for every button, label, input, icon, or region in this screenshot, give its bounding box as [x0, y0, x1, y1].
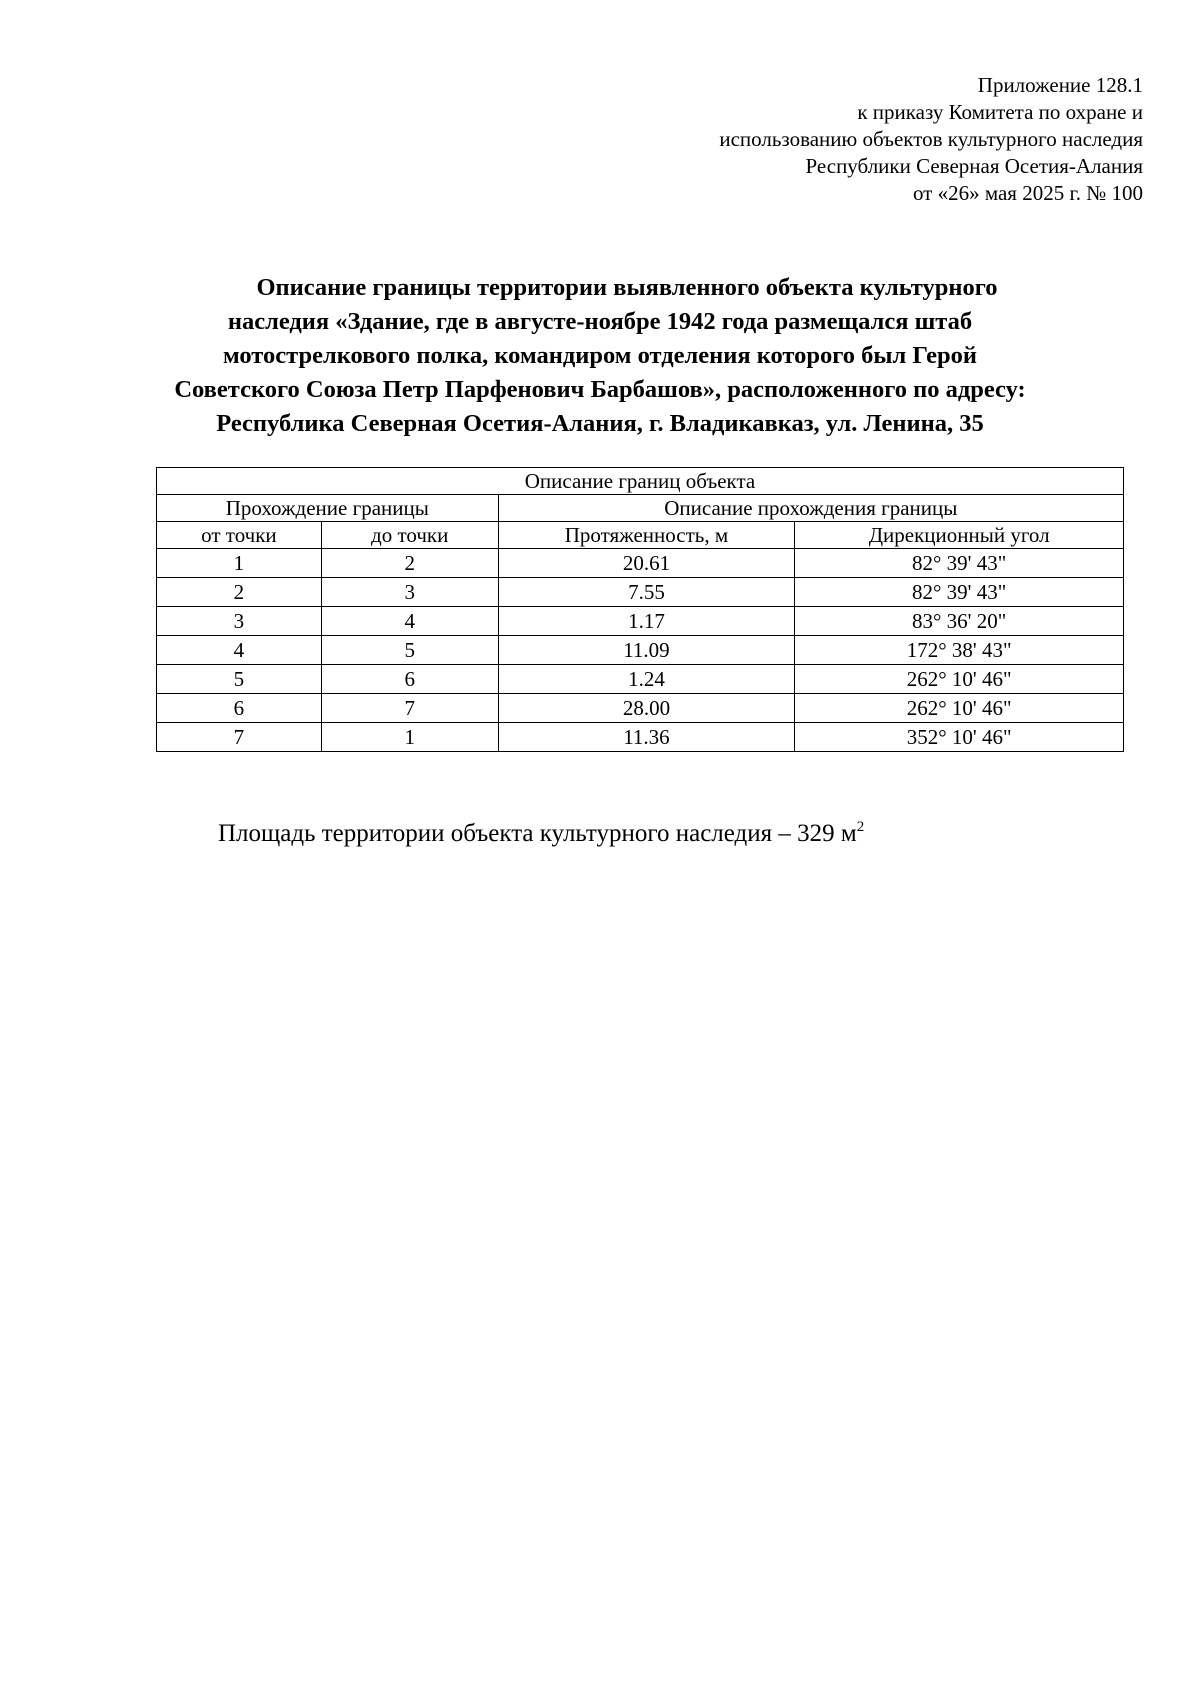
- table-row: [157, 578, 1124, 607]
- title-line: Советского Союза Петр Парфенович Барбашов», расположенного по адресу:: [174, 376, 1026, 403]
- area-text: Площадь территории объекта культурного наследия – 329 м: [218, 820, 857, 847]
- column-header: до точки: [321, 522, 498, 549]
- table-cell: 1.24: [498, 665, 795, 694]
- table-cell: 6: [321, 665, 498, 694]
- group-header-left: Прохождение границы: [157, 495, 499, 522]
- table-row: [157, 549, 1124, 578]
- table-row: [157, 636, 1124, 665]
- document-title: [120, 271, 1080, 441]
- table-row: [157, 723, 1124, 752]
- table-cell: 2: [157, 578, 322, 607]
- table-row: [157, 694, 1124, 723]
- table-group-row: [157, 495, 1124, 522]
- appendix-line: Приложение 128.1: [977, 73, 1143, 97]
- area-unit-superscript: 2: [856, 819, 865, 835]
- table-cell: 2: [321, 549, 498, 578]
- table-cell: 11.09: [498, 636, 795, 665]
- table-cell: 172° 38' 43": [795, 636, 1124, 665]
- column-header: Дирекционный угол: [795, 522, 1124, 549]
- table-row: [157, 607, 1124, 636]
- table-cell: 4: [157, 636, 322, 665]
- appendix-line: от «26» мая 2025 г. № 100: [912, 181, 1143, 205]
- table-cell: 1: [157, 549, 322, 578]
- table-cell: 1.17: [498, 607, 795, 636]
- group-header-right: Описание прохождения границы: [498, 495, 1123, 522]
- table-cell: 5: [157, 665, 322, 694]
- table-cell: 6: [157, 694, 322, 723]
- title-line: мотострелкового полка, командиром отделения которого был Герой: [223, 342, 977, 369]
- appendix-line: использованию объектов культурного наследия: [719, 127, 1143, 151]
- table-cell: 11.36: [498, 723, 795, 752]
- column-header: от точки: [157, 522, 322, 549]
- area-statement: [218, 820, 864, 848]
- appendix-line: к приказу Комитета по охране и: [857, 100, 1143, 124]
- table-cell: 1: [321, 723, 498, 752]
- table-cell: 4: [321, 607, 498, 636]
- table-row: [157, 665, 1124, 694]
- table-caption-row: [157, 468, 1124, 495]
- table-cell: 3: [157, 607, 322, 636]
- table-cell: 7: [157, 723, 322, 752]
- title-line: Описание границы территории выявленного объекта культурного: [256, 274, 998, 301]
- table-caption: Описание границ объекта: [157, 468, 1124, 495]
- table-header-row: [157, 522, 1124, 549]
- title-line: Республика Северная Осетия-Алания, г. Владикавказ, ул. Ленина, 35: [216, 410, 984, 437]
- table-cell: 3: [321, 578, 498, 607]
- title-line: наследия «Здание, где в августе-ноябре 1942 года размещался штаб: [227, 308, 973, 335]
- table-cell: 82° 39' 43": [795, 578, 1124, 607]
- table-cell: 352° 10' 46": [795, 723, 1124, 752]
- boundary-table: [156, 467, 1124, 752]
- table-cell: 262° 10' 46": [795, 665, 1124, 694]
- table-cell: 262° 10' 46": [795, 694, 1124, 723]
- table-cell: 82° 39' 43": [795, 549, 1124, 578]
- table-cell: 7: [321, 694, 498, 723]
- column-header: Протяженность, м: [498, 522, 795, 549]
- table-cell: 28.00: [498, 694, 795, 723]
- table-cell: 5: [321, 636, 498, 665]
- table-cell: 7.55: [498, 578, 795, 607]
- table-cell: 83° 36' 20": [795, 607, 1124, 636]
- table-cell: 20.61: [498, 549, 795, 578]
- appendix-header: [719, 72, 1143, 207]
- appendix-line: Республики Северная Осетия-Алания: [805, 154, 1143, 178]
